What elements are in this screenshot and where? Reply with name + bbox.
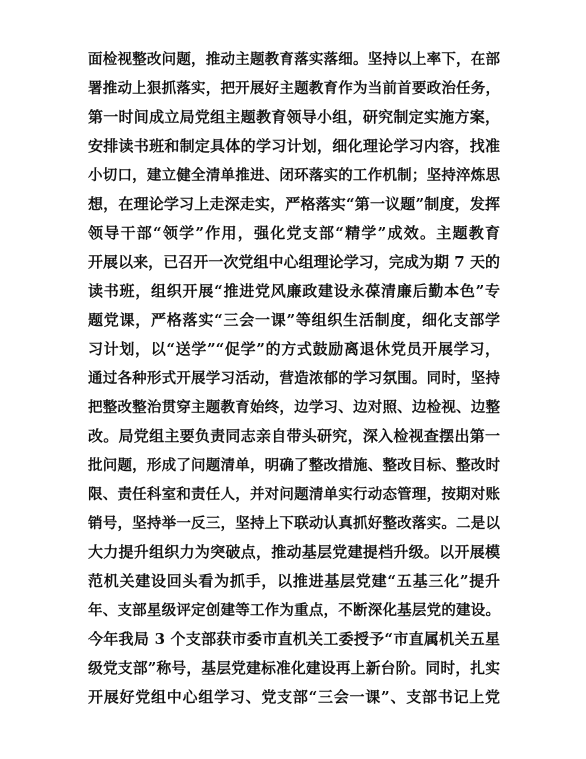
text-line: 题党课，严格落实“三会一课”等组织生活制度，细化支部学	[88, 311, 500, 329]
text-line: 安排读书班和制定具体的学习计划，细化理论学习内容，找准	[88, 137, 500, 155]
text-line: 年、支部星级评定创建等工作为重点，不断深化基层党的建设。	[88, 602, 500, 619]
text-line: 把整改整治贯穿主题教育始终，边学习、边对照、边检视、边整	[88, 399, 500, 416]
text-line: 批问题，形成了问题清单，明确了整改措施、整改目标、整改时	[88, 457, 500, 474]
text-line: 想，在理论学习上走深走实，严格落实“第一议题”制度，发挥	[88, 195, 500, 213]
text-line: 读书班，组织开展“推进党风廉政建设永葆清廉后勤本色”专	[88, 282, 500, 300]
text-line: 今年我局 3 个支部获市委市直机关工委授予“市直属机关五星	[88, 630, 500, 648]
text-line: 习计划，以“送学”“促学”的方式鼓励离退休党员开展学习，	[88, 340, 500, 358]
text-line: 销号，坚持举一反三，坚持上下联动认真抓好整改落实。二是以	[88, 515, 500, 532]
text-line: 级党支部”称号，基层党建标准化建设再上新台阶。同时，扎实	[88, 660, 500, 677]
text-line: 范机关建设回头看为抓手，以推进基层党建“五基三化”提升	[88, 572, 500, 590]
text-line: 领导干部“领学”作用，强化党支部“精学”成效。主题教育	[88, 224, 500, 242]
text-line: 通过各种形式开展学习活动，营造浓郁的学习氛围。同时，坚持	[88, 370, 500, 387]
text-line: 开展好党组中心组学习、党支部“三会一课”、支部书记上党	[88, 688, 500, 706]
text-line: 第一时间成立局党组主题教育领导小组，研究制定实施方案，	[88, 108, 500, 126]
text-line: 面检视整改问题，推动主题教育落实落细。坚持以上率下，在部	[88, 51, 500, 68]
body-text	[88, 45, 500, 712]
text-line: 限、责任科室和责任人，并对问题清单实行动态管理，按期对账	[88, 486, 500, 503]
text-line: 小切口，建立健全清单推进、闭环落实的工作机制；坚持淬炼思	[88, 167, 500, 184]
text-line: 改。局党组主要负责同志亲自带头研究，深入检视查摆出第一	[88, 427, 500, 445]
text-line: 开展以来，已召开一次党组中心组理论学习，完成为期 7 天的	[88, 253, 500, 271]
text-line: 大力提升组织力为突破点，推动基层党建提档升级。以开展模	[88, 543, 500, 561]
text-line: 署推动上狠抓落实，把开展好主题教育作为当前首要政治任务，	[88, 80, 500, 97]
